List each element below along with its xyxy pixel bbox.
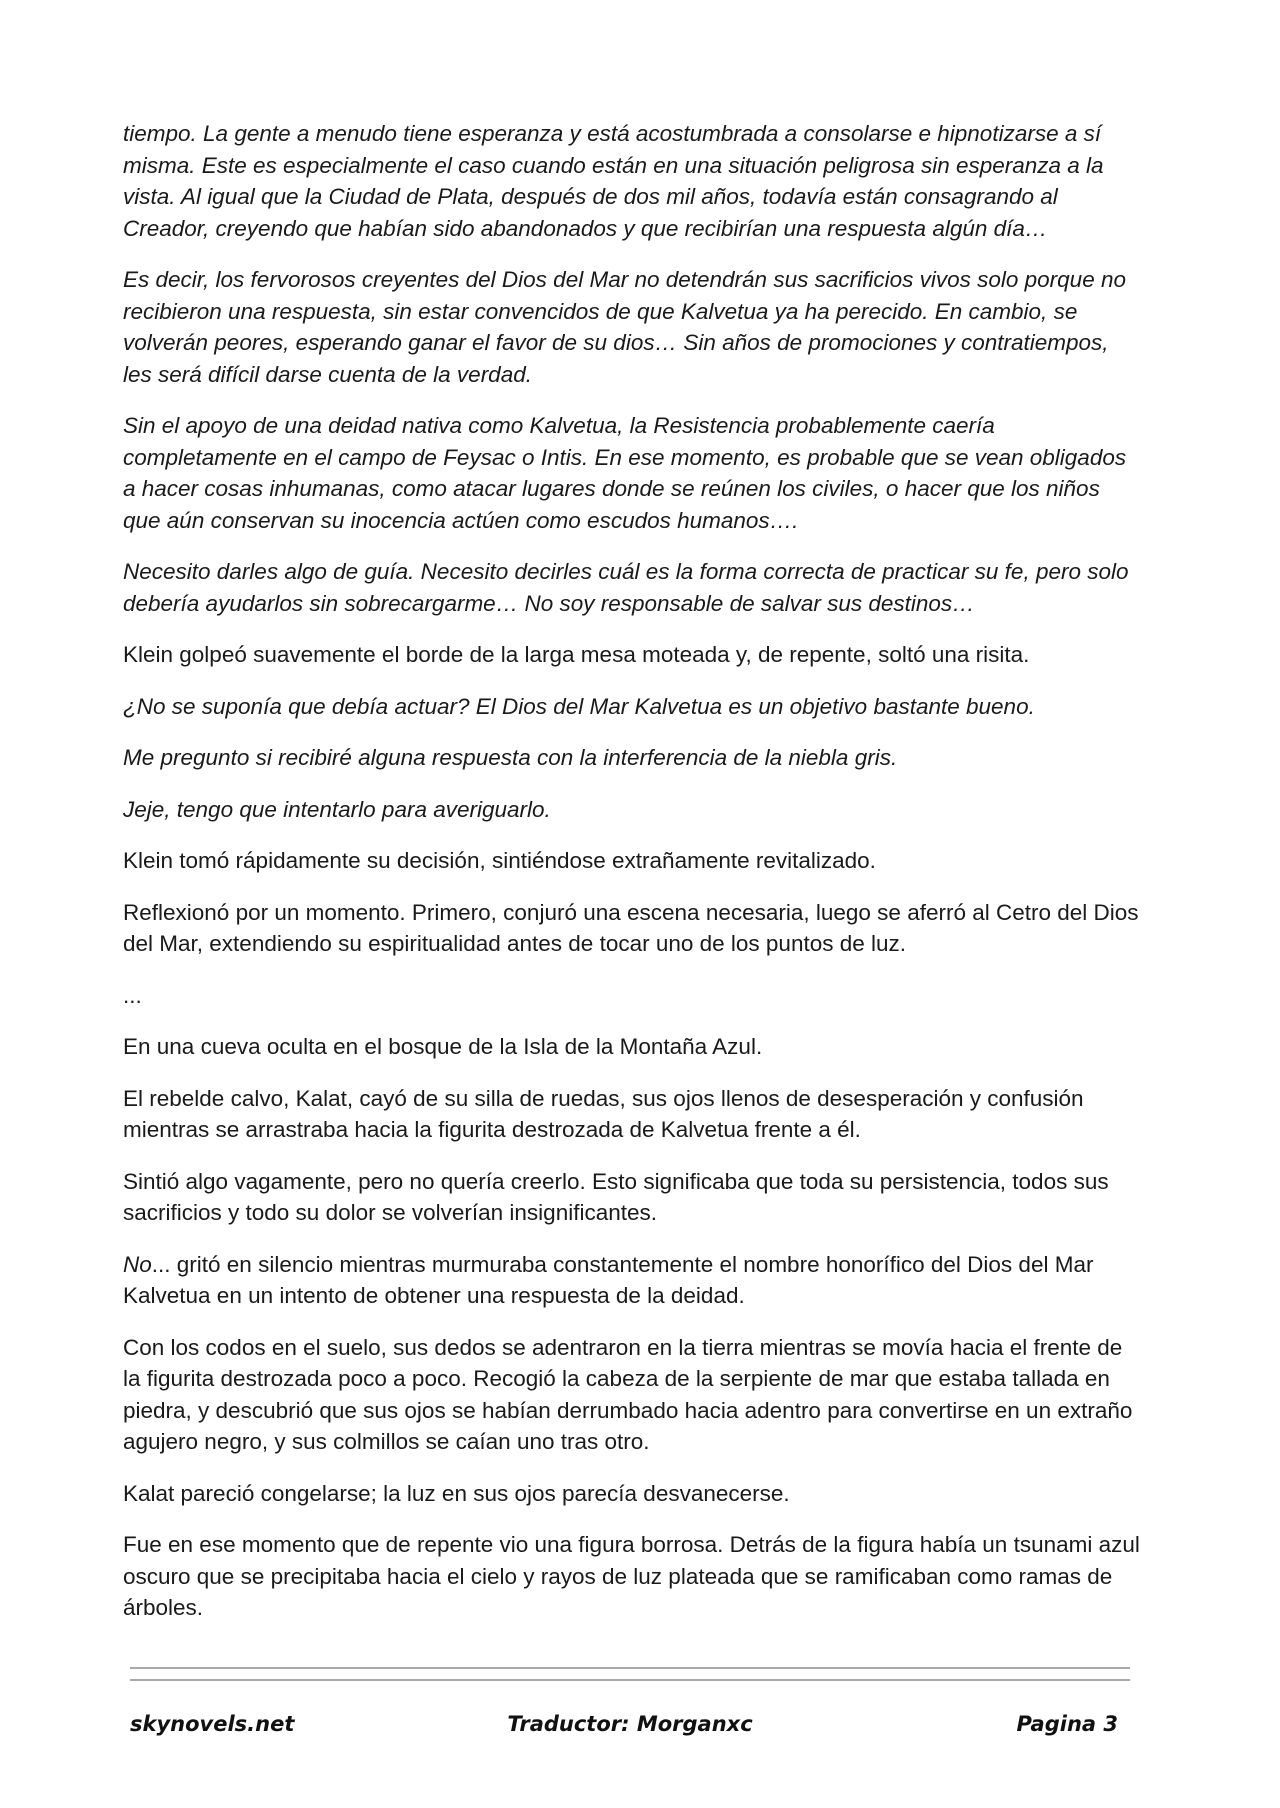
footer-divider-bottom <box>130 1679 1130 1681</box>
paragraph-17: Fue en ese momento que de repente vio una figura borrosa. Detrás de la figura había un tsunami azul oscuro que se precipitaba hacia el cielo y rayos de luz plateada que se ramificaban como ramas de árboles. <box>123 1532 1140 1620</box>
paragraph-11: En una cueva oculta en el bosque de la Isla de la Montaña Azul. <box>123 1034 763 1059</box>
paragraph-14-rest: ... gritó en silencio mientras murmuraba constantemente el nombre honorífico del Dios del Mar Kalvetua en un intento de obtener una respuesta de la deidad. <box>123 1251 1094 1308</box>
paragraph-16: Kalat pareció congelarse; la luz en sus ojos parecía desvanecerse. <box>123 1480 790 1506</box>
footer-divider-top <box>130 1667 1130 1669</box>
paragraph-7: Me pregunto si recibiré alguna respuesta con la interferencia de la niebla gris. <box>123 745 898 770</box>
footer-page-number: Pagina 3 <box>1016 1712 1118 1736</box>
page-body <box>123 118 1143 1644</box>
paragraph-9: Klein tomó rápidamente su decisión, sintiéndose extrañamente revitalizado. <box>123 848 876 873</box>
paragraph-4: Necesito darles algo de guía. Necesito decirles cuál es la forma correcta de practicar su fe, pero solo debería ayudarlos sin sobrecargarme… No soy responsable de salvar sus destinos… <box>123 559 1129 616</box>
paragraph-6: ¿No se suponía que debía actuar? El Dios del Mar Kalvetua es un objetivo bastante bueno. <box>123 693 1035 719</box>
paragraph-13: Sintió algo vagamente, pero no quería creerlo. Esto significaba que toda su persistencia, todos sus sacrificios y todo su dolor se volverían insignificantes. <box>123 1168 1109 1225</box>
footer-site: skynovels.net <box>130 1712 295 1736</box>
paragraph-10: Reflexionó por un momento. Primero, conjuró una escena necesaria, luego se aferró al Cetro del Dios del Mar, extendiendo su espiritualidad antes de tocar uno de los puntos de luz. <box>123 899 1139 956</box>
paragraph-8: Jeje, tengo que intentarlo para averiguarlo. <box>123 796 551 822</box>
paragraph-12: El rebelde calvo, Kalat, cayó de su silla de ruedas, sus ojos llenos de desesperación y confusión mientras se arrastraba hacia la figurita destrozada de Kalvetua frente a él. <box>123 1085 1084 1142</box>
paragraph-3: Sin el apoyo de una deidad nativa como Kalvetua, la Resistencia probablemente caería completamente en el campo de Feysac o Intis. En ese momento, es probable que se vean obligados a hacer cosas inhumanas, como atacar lugares donde se reúnen los civiles, o hacer que los niños que aún conservan su inocencia actúen como escudos humanos…. <box>123 413 1127 533</box>
scene-break: ... <box>123 982 142 1008</box>
paragraph-1: tiempo. La gente a menudo tiene esperanza y está acostumbrada a consolarse e hipnotizarse a sí misma. Este es especialmente el caso cuando están en una situación peligrosa sin esperanza a la vista. Al igual que la Ciudad de Plata, después de dos mil años, todavía están consagrando al Creador, creyendo que habían sido abandonados y que recibirían una respuesta algún día… <box>123 121 1104 241</box>
paragraph-14-italic-lead: No <box>123 1251 152 1277</box>
paragraph-5: Klein golpeó suavemente el borde de la larga mesa moteada y, de repente, soltó una risita. <box>123 642 1030 667</box>
paragraph-14 <box>123 1249 1143 1312</box>
footer-translator: Traductor: Morganxc <box>507 1712 753 1736</box>
paragraph-2: Es decir, los fervorosos creyentes del Dios del Mar no detendrán sus sacrificios vivos solo porque no recibieron una respuesta, sin estar convencidos de que Kalvetua ya ha perecido. En cambio, se volverán peores, esperando ganar el favor de su dios… Sin años de promociones y contratiempos, les será difícil darse cuenta de la verdad. <box>123 267 1126 387</box>
page-footer <box>130 1712 1130 1746</box>
paragraph-15: Con los codos en el suelo, sus dedos se adentraron en la tierra mientras se movía hacia el frente de la figurita destrozada poco a poco. Recogió la cabeza de la serpiente de mar que estaba tallada en piedra, y descubrió que sus ojos se habían derrumbado hacia adentro para convertirse en un extraño agujero negro, y sus colmillos se caían uno tras otro. <box>123 1334 1133 1454</box>
